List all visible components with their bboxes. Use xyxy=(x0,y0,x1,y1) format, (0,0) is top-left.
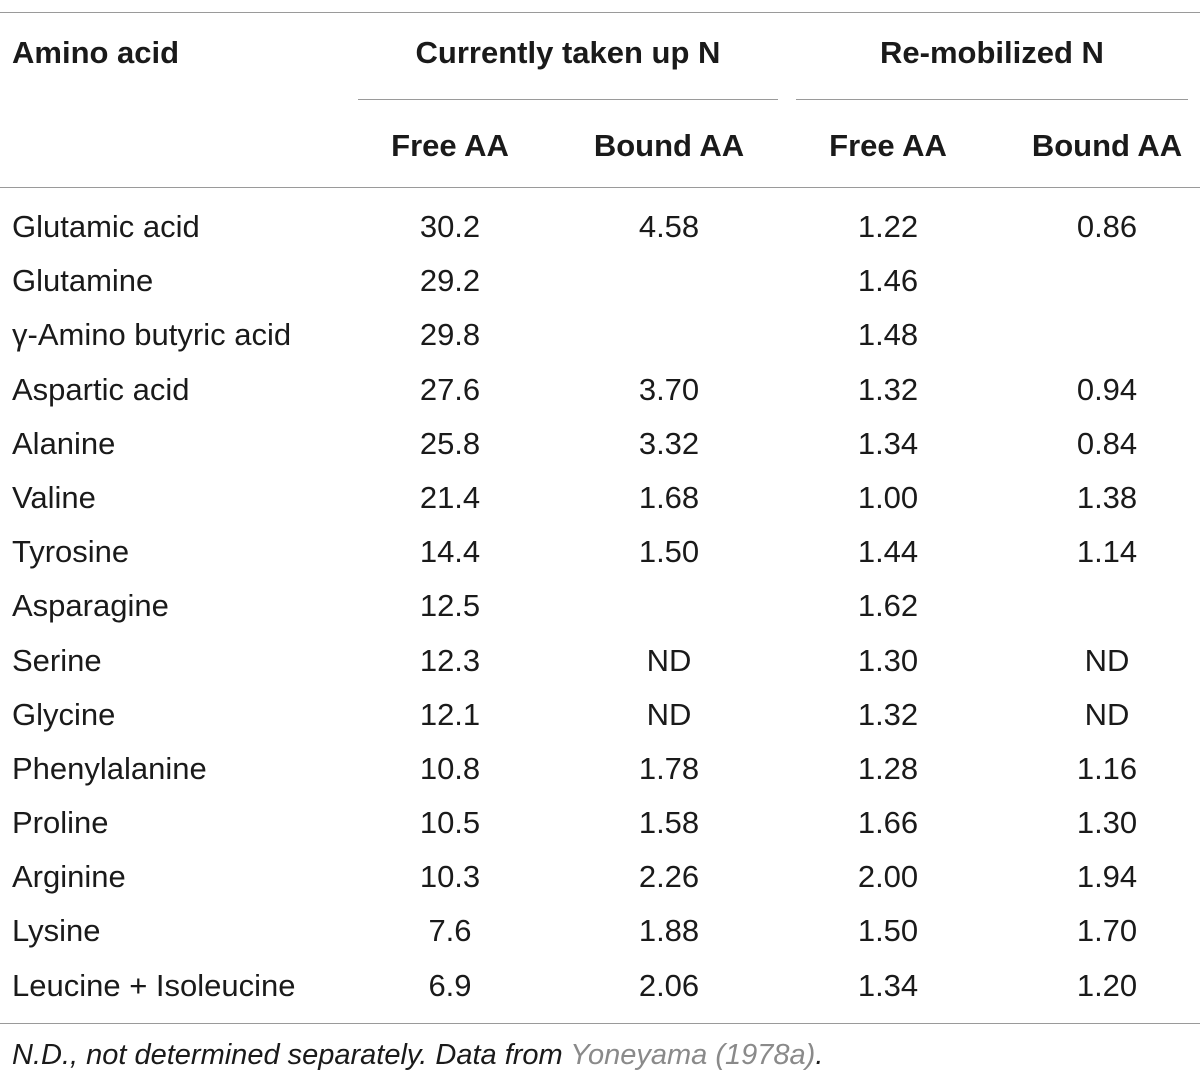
amino-acid-name-cell: Leucine + Isoleucine xyxy=(12,967,296,1003)
group-rule-remobilized xyxy=(796,99,1188,100)
current-bound-aa-cell: ND xyxy=(646,642,692,678)
current-free-aa-cell: 25.8 xyxy=(419,425,481,461)
amino-acid-name-cell: Arginine xyxy=(12,859,126,895)
current-free-aa-cell: 10.8 xyxy=(419,750,481,786)
remobilized-free-aa-cell: 1.00 xyxy=(857,479,919,515)
subheader-current-bound-aa: Bound AA xyxy=(593,128,745,163)
current-free-aa-cell: 12.3 xyxy=(419,642,481,678)
remobilized-free-aa-cell: 1.66 xyxy=(857,805,919,841)
amino-acid-name-cell: Aspartic acid xyxy=(12,371,190,407)
subheader-remobilized-free-aa: Free AA xyxy=(829,128,947,163)
amino-acid-name-cell: Tyrosine xyxy=(12,534,130,570)
remobilized-free-aa-cell: 1.46 xyxy=(857,263,919,299)
current-bound-aa-cell: 1.68 xyxy=(638,479,700,515)
remobilized-free-aa-cell: 1.32 xyxy=(857,696,919,732)
current-free-aa-cell: 10.5 xyxy=(419,805,481,841)
amino-acid-name-cell: Phenylalanine xyxy=(12,750,207,786)
remobilized-bound-aa-cell: ND xyxy=(1084,642,1130,678)
current-free-aa-cell: 12.5 xyxy=(419,588,481,624)
current-bound-aa-cell: 4.58 xyxy=(638,209,700,244)
current-bound-aa-cell: 2.26 xyxy=(638,859,700,895)
group-rule-current xyxy=(358,99,778,100)
footnote-text: N.D., not determined separately. Data from xyxy=(12,1039,571,1071)
header-amino-acid: Amino acid xyxy=(12,35,180,70)
remobilized-bound-aa-cell: 0.86 xyxy=(1076,209,1138,244)
current-bound-aa-cell: 1.78 xyxy=(638,750,700,786)
current-bound-aa-cell: ND xyxy=(646,696,692,732)
remobilized-free-aa-cell: 1.62 xyxy=(857,588,919,624)
table-footnote xyxy=(12,1036,823,1074)
current-free-aa-cell: 14.4 xyxy=(419,534,481,570)
current-free-aa-cell: 7.6 xyxy=(428,913,472,949)
remobilized-free-aa-cell: 1.32 xyxy=(857,371,919,407)
amino-acid-name-cell: Glutamine xyxy=(12,263,154,299)
amino-acid-name-cell: Alanine xyxy=(12,425,116,461)
table-bottom-rule xyxy=(0,1023,1200,1024)
table-row xyxy=(0,471,1200,525)
remobilized-free-aa-cell: 1.48 xyxy=(857,317,919,353)
current-bound-aa-cell: 1.50 xyxy=(638,534,700,570)
amino-acid-name-cell: Glutamic acid xyxy=(12,209,200,244)
table-row xyxy=(0,904,1200,958)
table-body xyxy=(0,200,1200,1013)
table-row xyxy=(0,959,1200,1013)
current-free-aa-cell: 29.8 xyxy=(419,317,481,353)
current-free-aa-cell: 10.3 xyxy=(419,859,481,895)
amino-acid-name-cell: Valine xyxy=(12,479,96,515)
remobilized-free-aa-cell: 1.34 xyxy=(857,967,919,1003)
amino-acid-name-cell: Serine xyxy=(12,642,102,678)
remobilized-free-aa-cell: 1.28 xyxy=(857,750,919,786)
table-row xyxy=(0,796,1200,850)
table-row xyxy=(0,363,1200,417)
table-row xyxy=(0,525,1200,579)
current-free-aa-cell: 21.4 xyxy=(419,479,481,515)
table-top-rule xyxy=(0,12,1200,13)
remobilized-bound-aa-cell: 1.70 xyxy=(1076,913,1138,949)
subheader-current-free-aa: Free AA xyxy=(391,128,509,163)
remobilized-bound-aa-cell: 1.20 xyxy=(1076,967,1138,1003)
remobilized-bound-aa-cell: 1.16 xyxy=(1076,750,1138,786)
citation-link[interactable]: Yoneyama (1978a) xyxy=(570,1039,816,1071)
current-bound-aa-cell: 1.58 xyxy=(638,805,700,841)
amino-acid-name-cell: Asparagine xyxy=(12,588,169,624)
header-bottom-rule xyxy=(0,187,1200,188)
table-row xyxy=(0,742,1200,796)
remobilized-free-aa-cell: 1.44 xyxy=(857,534,919,570)
current-free-aa-cell: 6.9 xyxy=(428,967,472,1003)
remobilized-bound-aa-cell: 1.30 xyxy=(1076,805,1138,841)
remobilized-bound-aa-cell: 0.84 xyxy=(1076,425,1138,461)
header-currently-taken-up-n: Currently taken up N xyxy=(415,35,721,70)
remobilized-free-aa-cell: 2.00 xyxy=(857,859,919,895)
table-row xyxy=(0,254,1200,308)
subheader-remobilized-bound-aa: Bound AA xyxy=(1031,128,1183,163)
amino-acid-name-cell: Glycine xyxy=(12,696,116,732)
remobilized-free-aa-cell: 1.34 xyxy=(857,425,919,461)
remobilized-bound-aa-cell: 1.14 xyxy=(1076,534,1138,570)
current-free-aa-cell: 27.6 xyxy=(419,371,481,407)
amino-acid-name-cell: γ-Amino butyric acid xyxy=(12,317,292,353)
table-row xyxy=(0,688,1200,742)
remobilized-bound-aa-cell: ND xyxy=(1084,696,1130,732)
current-free-aa-cell: 30.2 xyxy=(419,209,481,244)
current-bound-aa-cell: 2.06 xyxy=(638,967,700,1003)
table-row xyxy=(0,850,1200,904)
current-bound-aa-cell: 1.88 xyxy=(638,913,700,949)
table-row xyxy=(0,634,1200,688)
current-free-aa-cell: 29.2 xyxy=(419,263,481,299)
remobilized-free-aa-cell: 1.30 xyxy=(857,642,919,678)
table-row xyxy=(0,308,1200,362)
header-re-mobilized-n: Re-mobilized N xyxy=(880,35,1104,70)
current-free-aa-cell: 12.1 xyxy=(419,696,481,732)
table-row xyxy=(0,579,1200,633)
remobilized-bound-aa-cell: 1.38 xyxy=(1076,479,1138,515)
amino-acid-name-cell: Lysine xyxy=(12,913,101,949)
current-bound-aa-cell: 3.32 xyxy=(638,425,700,461)
table-row xyxy=(0,200,1200,254)
amino-acid-name-cell: Proline xyxy=(12,805,109,841)
remobilized-bound-aa-cell: 0.94 xyxy=(1076,371,1138,407)
remobilized-free-aa-cell: 1.22 xyxy=(857,209,919,244)
current-bound-aa-cell: 3.70 xyxy=(638,371,700,407)
remobilized-bound-aa-cell: 1.94 xyxy=(1076,859,1138,895)
remobilized-free-aa-cell: 1.50 xyxy=(857,913,919,949)
table-row xyxy=(0,417,1200,471)
footnote-end: . xyxy=(815,1039,824,1071)
